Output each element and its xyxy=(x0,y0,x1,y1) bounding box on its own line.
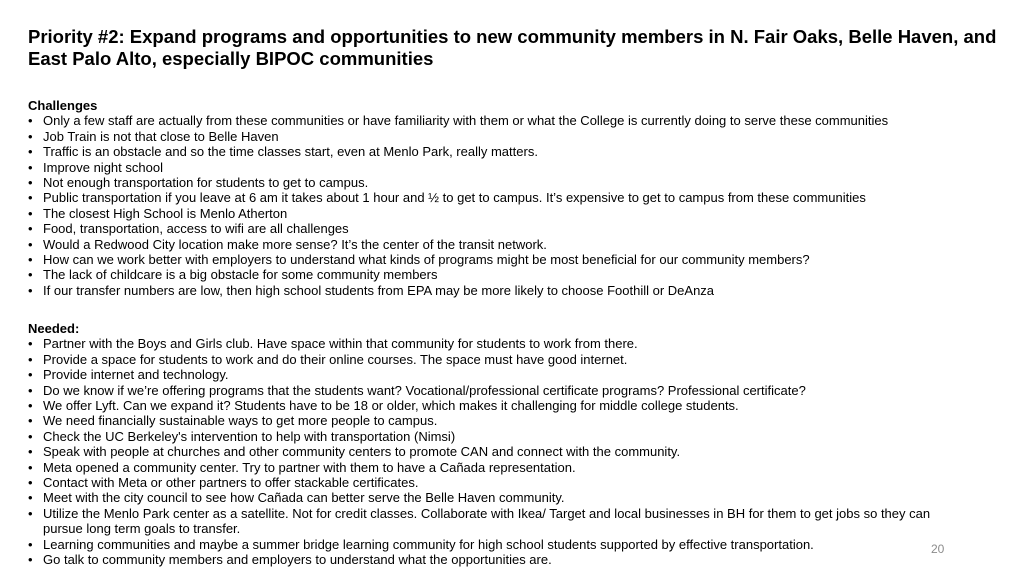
needed-text: We offer Lyft. Can we expand it? Students have to be 18 or older, which makes it challenging for middle college students. xyxy=(43,398,739,414)
challenge-text: Not enough transportation for students to get to campus. xyxy=(43,175,369,191)
needed-item xyxy=(28,490,968,505)
needed-heading: Needed: xyxy=(28,321,80,336)
bullet-icon: • xyxy=(28,175,33,191)
needed-list xyxy=(28,336,968,567)
needed-text: Provide internet and technology. xyxy=(43,367,229,383)
needed-item xyxy=(28,398,968,413)
needed-item xyxy=(28,444,968,459)
needed-item xyxy=(28,352,968,367)
needed-text: Go talk to community members and employers to understand what the opportunities are. xyxy=(43,552,552,568)
bullet-icon: • xyxy=(28,428,33,444)
challenge-item xyxy=(28,221,968,236)
challenge-text: Improve night school xyxy=(43,159,163,175)
bullet-icon: • xyxy=(28,398,33,414)
needed-text: Utilize the Menlo Park center as a satellite. Not for credit classes. Collaborate with Ikea/ Target and local businesses in BH for them to get jobs so they can pursue long term goals to transfer. xyxy=(43,505,931,537)
challenge-item xyxy=(28,144,968,159)
bullet-icon: • xyxy=(28,205,33,221)
challenge-text: Traffic is an obstacle and so the time classes start, even at Menlo Park, really matters. xyxy=(43,144,538,160)
bullet-icon: • xyxy=(28,444,33,460)
needed-text: Partner with the Boys and Girls club. Have space within that community for students to work from there. xyxy=(43,336,638,352)
challenge-item xyxy=(28,237,968,252)
challenge-item xyxy=(28,160,968,175)
bullet-icon: • xyxy=(28,144,33,160)
needed-text: Provide a space for students to work and do their online courses. The space must have good internet. xyxy=(43,351,628,367)
needed-text: Meta opened a community center. Try to partner with them to have a Cañada representation. xyxy=(43,459,576,475)
needed-text: Learning communities and maybe a summer bridge learning community for high school students supported by effective transportation. xyxy=(43,536,814,552)
needed-item xyxy=(28,460,968,475)
needed-text: Do we know if we’re offering programs that the students want? Vocational/professional certificate programs? Professional certificate? xyxy=(43,382,806,398)
challenge-text: The lack of childcare is a big obstacle for some community members xyxy=(43,267,438,283)
challenge-item xyxy=(28,190,968,205)
slide-title: Priority #2: Expand programs and opportunities to new community members in N. Fair Oaks, Belle Haven, and East Palo Alto, especially BIPOC communities xyxy=(28,26,997,69)
bullet-icon: • xyxy=(28,267,33,283)
challenge-text: How can we work better with employers to understand what kinds of programs might be most beneficial for our community members? xyxy=(43,252,810,268)
needed-item xyxy=(28,506,968,537)
page-number: 20 xyxy=(931,542,945,556)
needed-item xyxy=(28,429,968,444)
challenge-item xyxy=(28,283,968,298)
bullet-icon: • xyxy=(28,413,33,429)
needed-text: Contact with Meta or other partners to offer stackable certificates. xyxy=(43,475,419,491)
bullet-icon: • xyxy=(28,382,33,398)
needed-text: Check the UC Berkeley's intervention to help with transportation (Nimsi) xyxy=(43,428,456,444)
bullet-icon: • xyxy=(28,475,33,491)
challenge-text: Only a few staff are actually from these communities or have familiarity with them or what the College is currently doing to serve these communities xyxy=(43,113,889,129)
challenge-item xyxy=(28,175,968,190)
challenge-item xyxy=(28,129,968,144)
needed-text: Meet with the city council to see how Cañada can better serve the Belle Haven community. xyxy=(43,490,565,506)
challenge-text: If our transfer numbers are low, then high school students from EPA may be more likely to choose Foothill or DeAnza xyxy=(43,282,715,298)
needed-item xyxy=(28,537,968,552)
bullet-icon: • xyxy=(28,336,33,352)
challenge-text: Public transportation if you leave at 6 am it takes about 1 hour and ½ to get to campus. It’s expensive to get to campus from these communities xyxy=(43,190,866,206)
needed-item xyxy=(28,367,968,382)
needed-section xyxy=(28,321,968,568)
bullet-icon: • xyxy=(28,252,33,268)
bullet-icon: • xyxy=(28,128,33,144)
challenge-text: Food, transportation, access to wifi are all challenges xyxy=(43,221,349,237)
challenges-section xyxy=(28,98,968,298)
bullet-icon: • xyxy=(28,459,33,475)
bullet-icon: • xyxy=(28,221,33,237)
challenges-heading: Challenges xyxy=(28,98,98,113)
bullet-icon: • xyxy=(28,159,33,175)
challenge-item xyxy=(28,267,968,282)
challenge-item xyxy=(28,206,968,221)
bullet-icon: • xyxy=(28,505,33,521)
needed-item xyxy=(28,336,968,351)
bullet-icon: • xyxy=(28,351,33,367)
challenge-item xyxy=(28,252,968,267)
challenge-text: The closest High School is Menlo Atherton xyxy=(43,205,288,221)
needed-item xyxy=(28,475,968,490)
challenge-item xyxy=(28,113,968,128)
bullet-icon: • xyxy=(28,282,33,298)
needed-item xyxy=(28,383,968,398)
needed-item xyxy=(28,552,968,567)
challenge-text: Would a Redwood City location make more sense? It’s the center of the transit network. xyxy=(43,236,547,252)
challenge-text: Job Train is not that close to Belle Haven xyxy=(43,128,279,144)
needed-item xyxy=(28,413,968,428)
challenges-list xyxy=(28,113,968,298)
bullet-icon: • xyxy=(28,367,33,383)
bullet-icon: • xyxy=(28,490,33,506)
needed-text: Speak with people at churches and other community centers to promote CAN and connect with the community. xyxy=(43,444,681,460)
bullet-icon: • xyxy=(28,190,33,206)
bullet-icon: • xyxy=(28,536,33,552)
bullet-icon: • xyxy=(28,236,33,252)
bullet-icon: • xyxy=(28,552,33,568)
needed-text: We need financially sustainable ways to get more people to campus. xyxy=(43,413,438,429)
bullet-icon: • xyxy=(28,113,33,129)
